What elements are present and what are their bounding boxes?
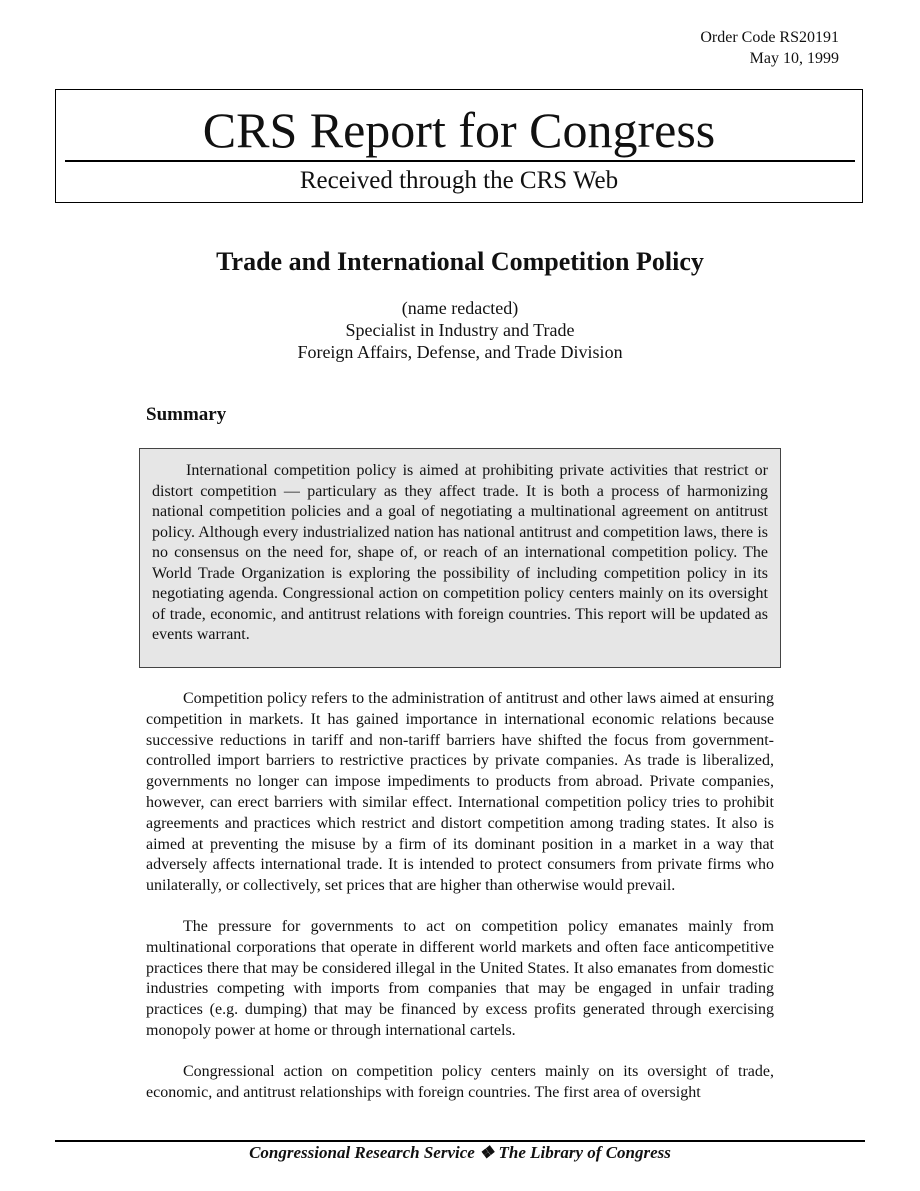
body-paragraph: Congressional action on competition policy centers mainly on its oversight of trade, economic, and antitrust relationships with foreign countries. The first area of oversight <box>146 1062 774 1101</box>
author-role: Specialist in Industry and Trade <box>345 320 575 340</box>
report-header-subtitle: Received through the CRS Web <box>299 167 619 194</box>
body-paragraph: The pressure for governments to act on competition policy emanates mainly from multinational corporations that operate in different world markets and often face anticompetitive practices there that may be considered illegal in the United States. It also emanates from domestic industries competing with imports from companies that may be engaged in unfair trading practices (e.g. dumping) that may be financed by excess profits generated through exercising monopoly power at home or through international cartels. <box>146 917 774 1039</box>
order-code-block <box>700 27 839 69</box>
summary-heading: Summary <box>146 404 227 425</box>
header-divider <box>65 160 855 162</box>
summary-box <box>139 448 781 668</box>
report-header-title: CRS Report for Congress <box>202 102 716 158</box>
author-division: Foreign Affairs, Defense, and Trade Division <box>297 342 623 362</box>
footer-text: Congressional Research Service ❖ The Library of Congress <box>249 1143 671 1162</box>
report-date: May 10, 1999 <box>749 50 839 67</box>
footer-divider <box>55 1140 865 1142</box>
summary-text: International competition policy is aimed at prohibiting private activities that restrict or distort competition — particulary as they affect trade. It is both a process of harmonizing national competition policies and a goal of negotiating a multinational agreement on antitrust policy. Although every industrialized nation has national antitrust and competition laws, there is no consensus on the need for, shape of, or reach of an international competition policy. The World Trade Organization is exploring the possibility of including competition policy in its negotiating agenda. Congressional action on competition policy centers mainly on its oversight of trade, economic, and antitrust relations with foreign countries. This report will be updated as events warrant. <box>152 462 768 643</box>
author-name: (name redacted) <box>401 298 519 318</box>
author-block <box>0 297 920 363</box>
body-text <box>146 689 774 1123</box>
report-header-box <box>55 89 863 203</box>
document-title: Trade and International Competition Policy <box>216 247 704 276</box>
body-paragraph: Competition policy refers to the administration of antitrust and other laws aimed at ensuring competition in markets. It has gained importance in international economic relations because successive reductions in tariff and non-tariff barriers have shifted the focus from government-controlled import barriers to restrictive practices by private companies. As trade is liberalized, governments no longer can impose impediments to products from abroad. Private companies, however, can erect barriers with similar effect. International competition policy tries to prohibit agreements and practices which restrict and distort competition among trading states. It also is aimed at preventing the misuse by a firm of its dominant position in a market in a way that adversely affects international trade. It is intended to protect consumers from private firms who unilaterally, or collectively, set prices that are higher than otherwise would prevail. <box>146 690 774 895</box>
order-code: Order Code RS20191 <box>700 29 839 46</box>
